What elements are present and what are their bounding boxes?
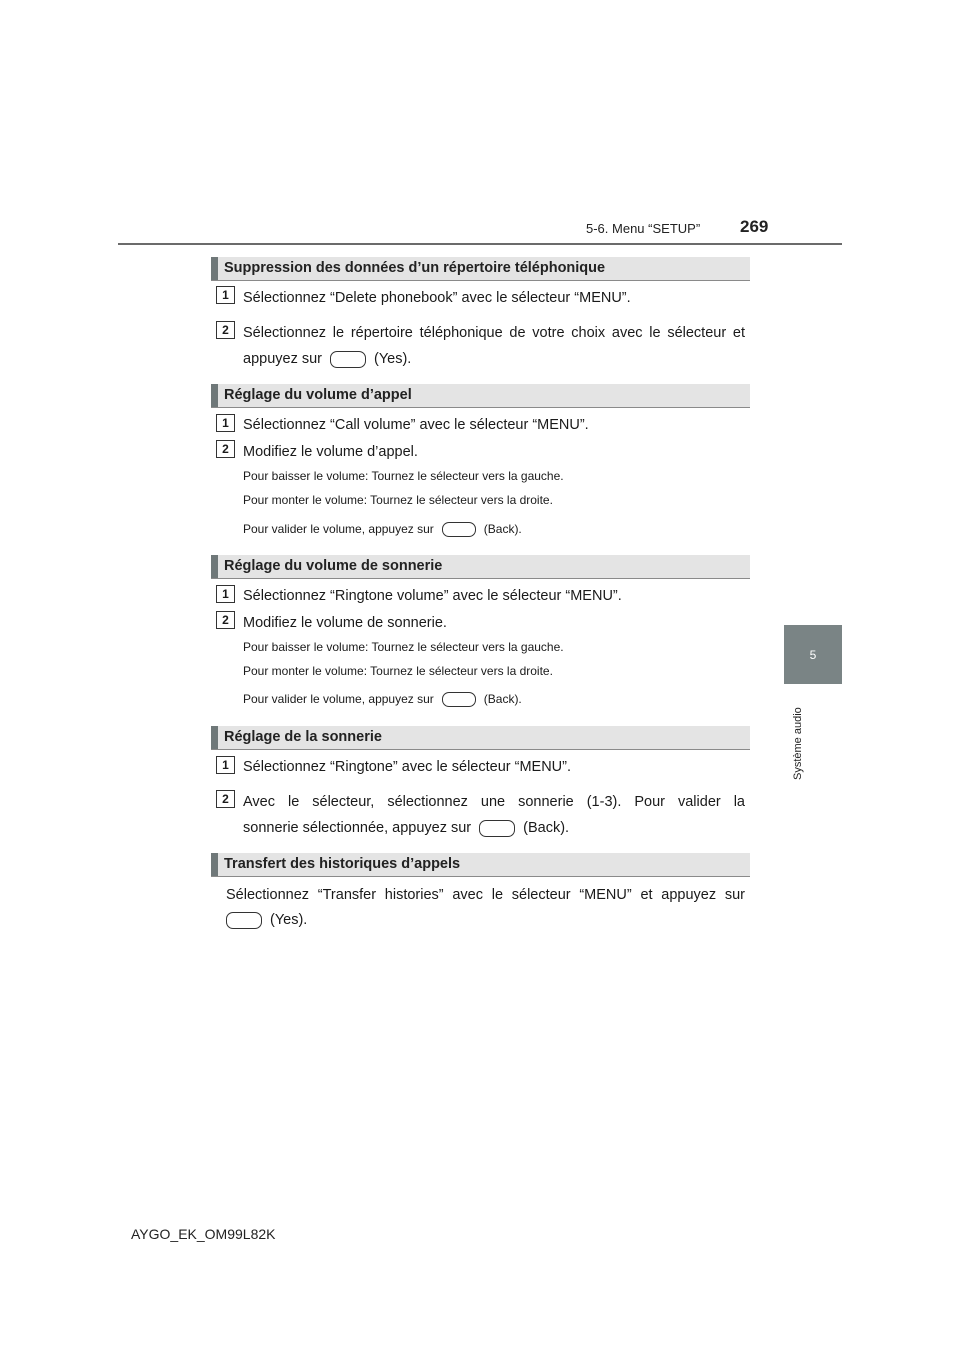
step-text: Sélectionnez “Delete phonebook” avec le sélecteur “MENU”. xyxy=(243,290,631,306)
step-text: Sélectionnez “Ringtone volume” avec le sélecteur “MENU”. xyxy=(243,588,622,604)
confirm-pre: Pour valider le volume, appuyez sur xyxy=(243,522,434,536)
step-text-continued xyxy=(243,819,569,837)
chapter-number: 5 xyxy=(809,647,817,662)
section-title: Réglage du volume d’appel xyxy=(224,387,412,403)
step-number: 1 xyxy=(216,585,235,603)
document-code: AYGO_EK_OM99L82K xyxy=(131,1226,276,1242)
step-text-pre: appuyez sur xyxy=(243,351,322,367)
step-text-post: (Yes). xyxy=(374,351,412,367)
section-heading-ringtone-volume xyxy=(211,555,750,579)
step-number: 2 xyxy=(216,440,235,458)
header-divider xyxy=(118,243,842,245)
section-title: Réglage du volume de sonnerie xyxy=(224,558,443,574)
section-heading-call-volume xyxy=(211,384,750,408)
step-number: 2 xyxy=(216,611,235,629)
step-text: Modifiez le volume de sonnerie. xyxy=(243,615,447,631)
chapter-tab xyxy=(784,625,842,684)
header-section-title: 5-6. Menu “SETUP” xyxy=(586,221,701,236)
paragraph-post: (Yes). xyxy=(270,912,308,928)
step-text: Avec le sélecteur, sélectionnez une sonnerie (1-3). Pour valider la xyxy=(243,794,745,810)
confirm-post: (Back). xyxy=(483,692,522,706)
section-title: Suppression des données d’un répertoire téléphonique xyxy=(224,260,606,276)
yes-button-icon xyxy=(330,351,366,368)
section-title: Réglage de la sonnerie xyxy=(224,729,382,745)
page-number: 269 xyxy=(740,217,769,236)
confirm-pre: Pour valider le volume, appuyez sur xyxy=(243,692,434,706)
step-text: Sélectionnez “Ringtone” avec le sélecteur “MENU”. xyxy=(243,759,571,775)
section-heading-ringtone xyxy=(211,726,750,750)
note-text: Pour monter le volume: Tournez le sélecteur vers la droite. xyxy=(243,493,553,507)
step-text-continued xyxy=(243,350,411,368)
note-text: Pour monter le volume: Tournez le sélecteur vers la droite. xyxy=(243,664,553,678)
confirm-post: (Back). xyxy=(483,522,522,536)
back-button-icon xyxy=(442,522,476,537)
note-text xyxy=(243,692,522,707)
note-text: Pour baisser le volume: Tournez le sélecteur vers la gauche. xyxy=(243,469,564,483)
step-number: 1 xyxy=(216,414,235,432)
section-title: Transfert des historiques d’appels xyxy=(224,856,461,872)
step-text-post: (Back). xyxy=(523,820,570,836)
step-number: 1 xyxy=(216,286,235,304)
step-text: Modifiez le volume d’appel. xyxy=(243,444,418,460)
step-number: 2 xyxy=(216,321,235,339)
step-number: 1 xyxy=(216,756,235,774)
step-number: 2 xyxy=(216,790,235,808)
step-text: Sélectionnez le répertoire téléphonique de votre choix avec le sélecteur et xyxy=(243,325,745,341)
paragraph-text-continued xyxy=(218,911,307,929)
back-button-icon xyxy=(479,820,515,837)
step-text-pre: sonnerie sélectionnée, appuyez sur xyxy=(243,820,472,836)
paragraph-text: Sélectionnez “Transfer histories” avec le sélecteur “MENU” et appuyez sur xyxy=(226,887,745,903)
section-heading-delete-phonebook xyxy=(211,257,750,281)
section-heading-transfer-histories xyxy=(211,853,750,877)
chapter-label xyxy=(792,700,806,790)
chapter-title: Système audio xyxy=(792,707,804,780)
note-text: Pour baisser le volume: Tournez le sélecteur vers la gauche. xyxy=(243,640,564,654)
yes-button-icon xyxy=(226,912,262,929)
note-text xyxy=(243,522,522,537)
back-button-icon xyxy=(442,692,476,707)
step-text: Sélectionnez “Call volume” avec le sélecteur “MENU”. xyxy=(243,417,589,433)
